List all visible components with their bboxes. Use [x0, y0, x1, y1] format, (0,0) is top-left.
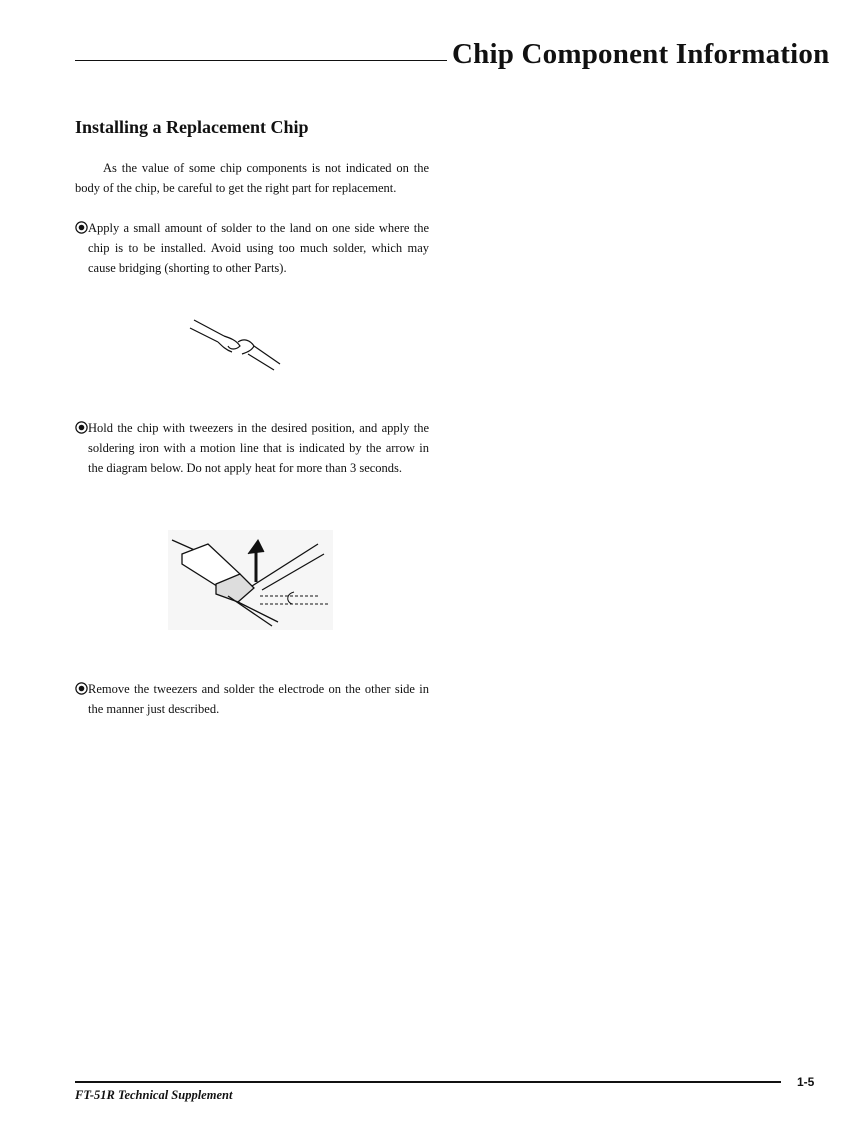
circled-dot-icon — [75, 421, 88, 434]
step-3 — [75, 679, 429, 719]
step-1-text: Apply a small amount of solder to the land on one side where the chip is to be installed. Avoid using too much solder, which may cause bridging (shorting to other Parts). — [88, 221, 429, 275]
solder-land-figure — [188, 316, 288, 376]
circled-dot-icon — [75, 221, 88, 234]
step-3-text: Remove the tweezers and solder the electrode on the other side in the manner just described. — [88, 682, 429, 716]
page-number: 1-5 — [797, 1075, 815, 1089]
step-1 — [75, 218, 429, 278]
step-2 — [75, 418, 429, 478]
footer-rule — [75, 1081, 781, 1083]
page-title: Chip Component Information — [452, 38, 830, 70]
circled-dot-icon — [75, 682, 88, 695]
tweezers-iron-figure — [168, 530, 333, 630]
header-rule — [75, 60, 447, 61]
step-2-text: Hold the chip with tweezers in the desired position, and apply the soldering iron with a motion line that is indicated by the arrow in the diagram below. Do not apply heat for more than 3 seconds. — [88, 421, 429, 475]
footer-doc-title: FT-51R Technical Supplement — [75, 1088, 233, 1102]
section-heading: Installing a Replacement Chip — [75, 117, 309, 137]
intro-paragraph: As the value of some chip components is not indicated on the body of the chip, be careful to get the right part for replacement. — [75, 161, 429, 195]
